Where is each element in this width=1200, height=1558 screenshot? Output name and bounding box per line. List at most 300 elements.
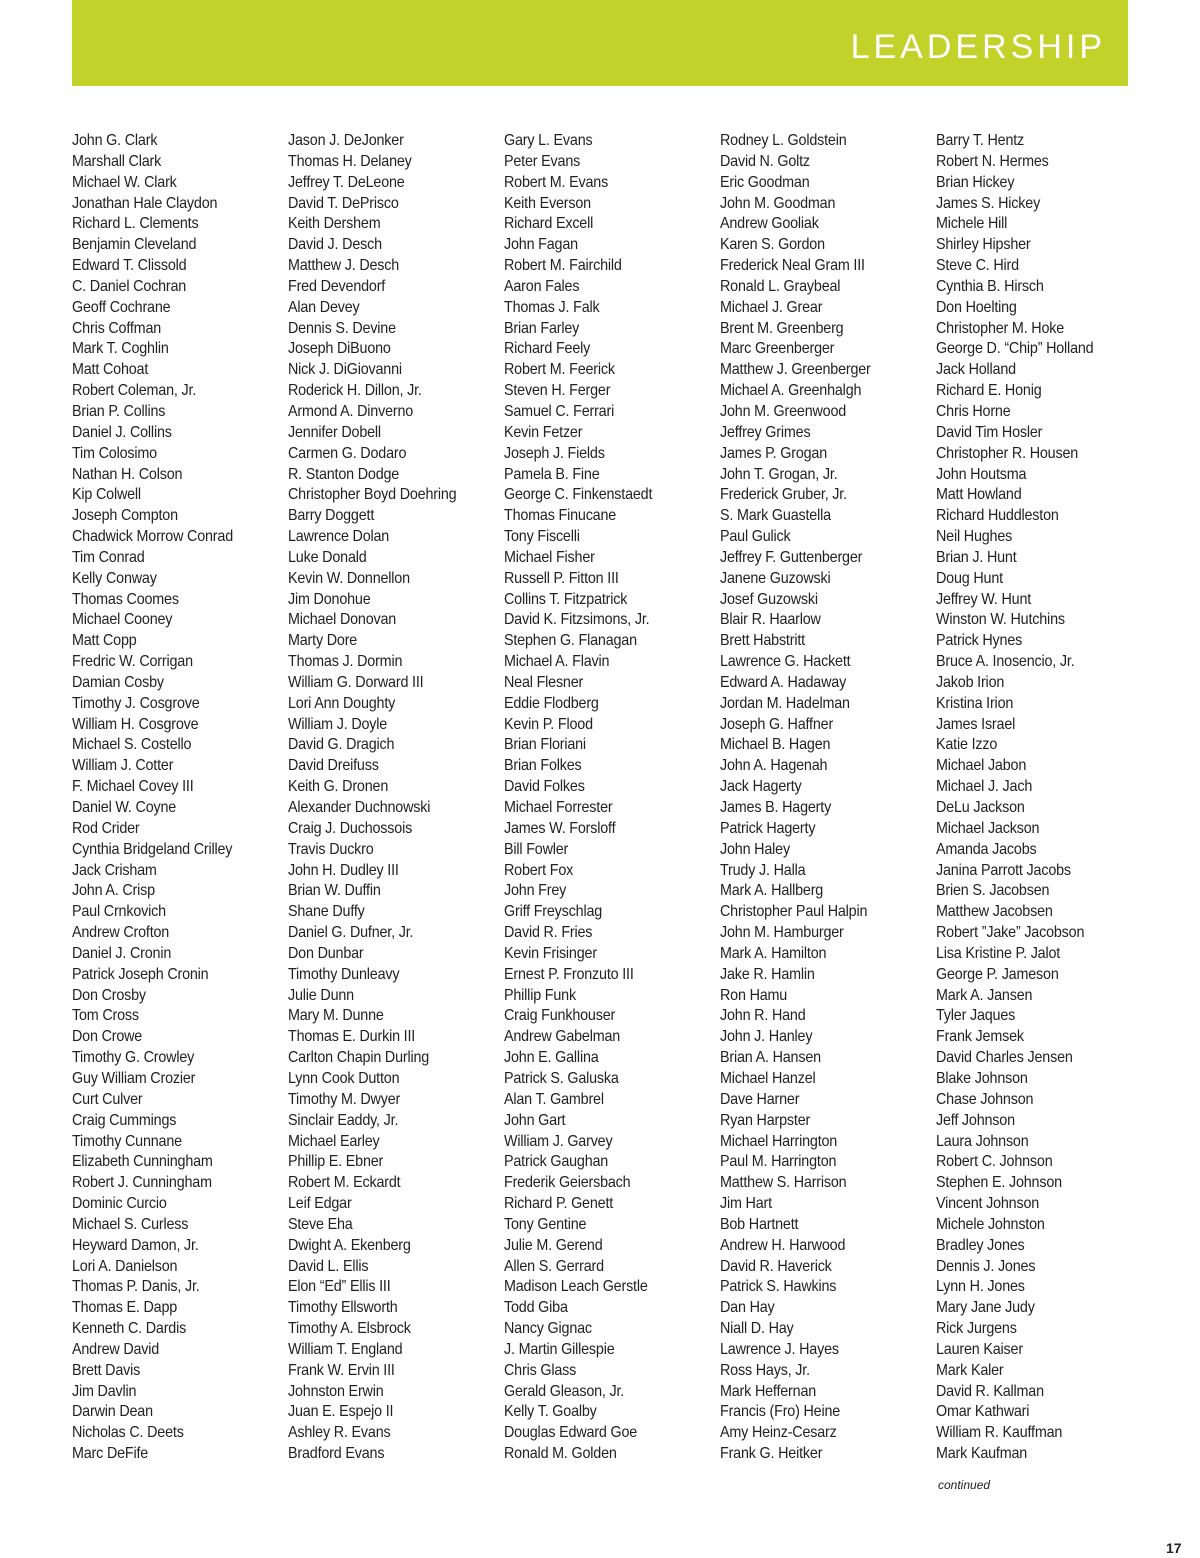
name-list-item: Christopher Boyd Doehring (288, 486, 457, 504)
name-list-item: Elon “Ed” Ellis III (288, 1278, 391, 1296)
name-list-item: Blake Johnson (936, 1069, 1028, 1087)
name-list-item: Karen S. Gordon (720, 236, 825, 254)
name-list-item: Jennifer Dobell (288, 423, 381, 441)
name-list-item: Michael Harrington (720, 1132, 838, 1150)
name-list-item: William J. Doyle (288, 715, 388, 733)
name-list-item: David R. Fries (504, 924, 593, 942)
name-list-item: Chase Johnson (936, 1090, 1034, 1108)
name-list-item: Trudy J. Halla (720, 861, 806, 879)
name-list-item: Ron Hamu (720, 986, 788, 1004)
name-list-item: Curt Culver (72, 1090, 143, 1108)
name-list-item: Robert M. Eckardt (288, 1174, 401, 1192)
name-list-item: Thomas E. Dapp (72, 1299, 178, 1317)
name-list-item: Don Dunbar (288, 944, 364, 962)
name-list-item: John Frey (504, 882, 567, 900)
name-list-item: Richard Excell (504, 215, 594, 233)
name-list-item: John A. Crisp (72, 882, 155, 900)
name-list-item: Guy William Crozier (72, 1069, 196, 1087)
name-list-item: David L. Ellis (288, 1257, 369, 1275)
name-list-item: Paul Crnkovich (72, 903, 166, 921)
name-list-item: Stephen G. Flanagan (504, 632, 637, 650)
name-list-item: Brian W. Duffin (288, 882, 381, 900)
name-list-item: Michael S. Costello (72, 736, 192, 754)
name-list-item: Mary M. Dunne (288, 1007, 384, 1025)
name-list-item: William J. Cotter (72, 757, 174, 775)
name-list-item: Christopher M. Hoke (936, 319, 1065, 337)
name-list-item: Patrick S. Hawkins (720, 1278, 837, 1296)
name-list-item: Thomas P. Danis, Jr. (72, 1278, 200, 1296)
name-list-item: Robert ”Jake” Jacobson (936, 924, 1085, 942)
name-list-item: Allen S. Gerrard (504, 1257, 604, 1275)
name-list-item: Michael A. Flavin (504, 653, 610, 671)
name-list-item: Pamela B. Fine (504, 465, 600, 483)
name-list-item: Brian Hickey (936, 173, 1015, 191)
name-columns (72, 131, 1172, 1471)
name-list-item: Brian Floriani (504, 736, 586, 754)
name-list-item: Bill Fowler (504, 840, 569, 858)
name-list-item: Michael Cooney (72, 611, 173, 629)
continued-note: continued (938, 1478, 991, 1492)
name-list-item: Chris Coffman (72, 319, 162, 337)
name-list-item: Amanda Jacobs (936, 840, 1037, 858)
name-list-item: Darwin Dean (72, 1403, 153, 1421)
header-banner (72, 0, 1128, 86)
name-list-item: William R. Kauffman (936, 1424, 1063, 1442)
name-list-item: Marty Dore (288, 632, 358, 650)
page-title: LEADERSHIP (850, 28, 1106, 66)
name-list-item: Joseph G. Haffner (720, 715, 834, 733)
name-list-item: Michael Earley (288, 1132, 380, 1150)
name-list-item: Mark A. Hallberg (720, 882, 824, 900)
name-list-item: Brett Habstritt (720, 632, 805, 650)
name-list-item: Nicholas C. Deets (72, 1424, 184, 1442)
name-list-item: Craig Funkhouser (504, 1007, 616, 1025)
name-list-item: Collins T. Fitzpatrick (504, 590, 628, 608)
name-list-item: Timothy G. Crowley (72, 1049, 195, 1067)
name-list-item: Michael Hanzel (720, 1069, 816, 1087)
name-list-item: John Gart (504, 1111, 566, 1129)
name-list-item: Samuel C. Ferrari (504, 402, 615, 420)
name-list-item: Andrew Crofton (72, 924, 170, 942)
name-list-item: Jonathan Hale Claydon (72, 194, 218, 212)
name-list-item: David Charles Jensen (936, 1049, 1073, 1067)
name-list-item: James S. Hickey (936, 194, 1041, 212)
name-list-item: Neal Flesner (504, 673, 584, 691)
name-list-item: Robert M. Fairchild (504, 257, 622, 275)
name-list-item: Nathan H. Colson (72, 465, 183, 483)
name-list-item: Frank Jemsek (936, 1028, 1024, 1046)
name-list-item: Keith Dershem (288, 215, 381, 233)
name-list-item: Richard Feely (504, 340, 591, 358)
name-list-item: Thomas J. Dormin (288, 653, 403, 671)
name-list-item: Brian Folkes (504, 757, 582, 775)
name-list-item: Craig Cummings (72, 1111, 177, 1129)
name-list-item: Kevin W. Donnellon (288, 569, 410, 587)
name-list-item: Winston W. Hutchins (936, 611, 1065, 629)
name-list-item: Steven H. Ferger (504, 382, 611, 400)
name-column-4 (720, 131, 930, 1465)
name-list-item: Phillip Funk (504, 986, 576, 1004)
name-column-1 (72, 131, 282, 1465)
name-list-item: Lynn H. Jones (936, 1278, 1025, 1296)
name-list-item: Lawrence Dolan (288, 528, 390, 546)
name-list-item: J. Martin Gillespie (504, 1340, 615, 1358)
name-list-item: Edward A. Hadaway (720, 673, 847, 691)
name-list-item: Patrick Joseph Cronin (72, 965, 209, 983)
name-list-item: Eric Goodman (720, 173, 810, 191)
name-list-item: Brent M. Greenberg (720, 319, 844, 337)
name-list-item: Johnston Erwin (288, 1382, 384, 1400)
name-list-item: Mark Heffernan (720, 1382, 817, 1400)
name-list-item: David N. Goltz (720, 152, 810, 170)
name-list-item: Niall D. Hay (720, 1320, 794, 1338)
name-list-item: Frederick Neal Gram III (720, 257, 865, 275)
name-list-item: Kristina Irion (936, 694, 1014, 712)
name-list-item: Edward T. Clissold (72, 257, 187, 275)
name-list-item: Julie M. Gerend (504, 1236, 603, 1254)
name-list-item: Kevin Fetzer (504, 423, 583, 441)
name-list-item: Robert J. Cunningham (72, 1174, 212, 1192)
name-list-item: Jim Davlin (72, 1382, 137, 1400)
name-list-item: Joseph J. Fields (504, 444, 605, 462)
name-list-item: Amy Heinz-Cesarz (720, 1424, 837, 1442)
name-list-item: Frank G. Heitker (720, 1445, 823, 1463)
name-list-item: Marshall Clark (72, 152, 162, 170)
name-list-item: Richard E. Honig (936, 382, 1042, 400)
name-list-item: Doug Hunt (936, 569, 1003, 587)
name-list-item: Jim Hart (720, 1195, 772, 1213)
name-list-item: John M. Hamburger (720, 924, 844, 942)
name-list-item: Omar Kathwari (936, 1403, 1030, 1421)
name-list-item: Michael Jabon (936, 757, 1027, 775)
name-list-item: George D. “Chip” Holland (936, 340, 1094, 358)
name-list-item: Robert M. Feerick (504, 361, 615, 379)
name-list-item: Richard L. Clements (72, 215, 199, 233)
name-list-item: John R. Hand (720, 1007, 806, 1025)
name-list-item: Timothy J. Cosgrove (72, 694, 200, 712)
name-list-item: Dwight A. Ekenberg (288, 1236, 411, 1254)
name-list-item: Phillip E. Ebner (288, 1153, 384, 1171)
name-list-item: Matthew J. Greenberger (720, 361, 871, 379)
name-list-item: Jeffrey T. DeLeone (288, 173, 405, 191)
page-number: 17 (1166, 1540, 1182, 1556)
name-list-item: Ronald M. Golden (504, 1445, 617, 1463)
name-list-item: Michael J. Jach (936, 778, 1033, 796)
name-list-item: Shirley Hipsher (936, 236, 1031, 254)
name-list-item: Jack Crisham (72, 861, 157, 879)
name-list-item: Brian Farley (504, 319, 580, 337)
name-column-3 (504, 131, 714, 1465)
name-list-item: Ronald L. Graybeal (720, 277, 841, 295)
name-list-item: Richard P. Genett (504, 1195, 614, 1213)
name-list-item: Mark T. Coghlin (72, 340, 169, 358)
name-list-item: John M. Greenwood (720, 402, 847, 420)
name-list-item: Matt Howland (936, 486, 1022, 504)
name-list-item: John Fagan (504, 236, 578, 254)
name-list-item: James P. Grogan (720, 444, 828, 462)
name-list-item: John M. Goodman (720, 194, 836, 212)
name-list-item: Elizabeth Cunningham (72, 1153, 213, 1171)
name-list-item: Frank W. Ervin III (288, 1361, 395, 1379)
name-list-item: Vincent Johnson (936, 1195, 1040, 1213)
name-list-item: Cynthia Bridgeland Crilley (72, 840, 233, 858)
name-list-item: James Israel (936, 715, 1016, 733)
name-list-item: Neil Hughes (936, 528, 1013, 546)
name-list-item: Chris Horne (936, 402, 1011, 420)
name-list-item: David Folkes (504, 778, 585, 796)
name-list-item: William T. England (288, 1340, 403, 1358)
name-list-item: Matthew J. Desch (288, 257, 400, 275)
name-list-item: John E. Gallina (504, 1049, 599, 1067)
name-list-item: James B. Hagerty (720, 799, 832, 816)
name-list-item: William G. Dorward III (288, 673, 424, 691)
name-list-item: Chris Glass (504, 1361, 577, 1379)
name-list-item: Michael Donovan (288, 611, 397, 629)
name-list-item: Dave Harner (720, 1090, 800, 1108)
name-list-item: Robert M. Evans (504, 173, 609, 191)
name-list-item: Brien S. Jacobsen (936, 882, 1050, 900)
name-list-item: Frederik Geiersbach (504, 1174, 631, 1192)
name-list-item: Matthew Jacobsen (936, 903, 1053, 921)
name-list-item: Stephen E. Johnson (936, 1174, 1062, 1192)
name-list-item: Christopher Paul Halpin (720, 903, 868, 921)
name-list-item: Jim Donohue (288, 590, 371, 608)
name-list-item: Barry T. Hentz (936, 132, 1025, 149)
name-list-item: Jeffrey F. Guttenberger (720, 548, 863, 566)
name-list-item: Don Crowe (72, 1028, 143, 1046)
name-list-item: Richard Huddleston (936, 507, 1059, 525)
name-list-item: Mark A. Jansen (936, 986, 1033, 1004)
name-list-item: Janene Guzowski (720, 569, 831, 587)
name-list-item: Gerald Gleason, Jr. (504, 1382, 625, 1400)
name-list-item: Benjamin Cleveland (72, 236, 197, 254)
name-list-item: Mark A. Hamilton (720, 944, 827, 962)
name-list-item: David G. Dragich (288, 736, 395, 754)
name-list-item: Cynthia B. Hirsch (936, 277, 1044, 295)
name-list-item: Lynn Cook Dutton (288, 1069, 400, 1087)
name-list-item: Lisa Kristine P. Jalot (936, 944, 1061, 962)
name-list-item: Roderick H. Dillon, Jr. (288, 382, 422, 400)
name-list-item: Michael A. Greenhalgh (720, 382, 862, 400)
name-list-item: Douglas Edward Goe (504, 1424, 638, 1442)
name-list-item: Kevin Frisinger (504, 944, 597, 962)
name-list-item: Patrick Hagerty (720, 819, 816, 837)
name-list-item: Daniel G. Dufner, Jr. (288, 924, 414, 942)
name-list-item: Michael Forrester (504, 799, 613, 816)
name-list-item: Tony Fiscelli (504, 528, 580, 546)
name-list-item: James W. Forsloff (504, 819, 616, 837)
name-list-item: John T. Grogan, Jr. (720, 465, 838, 483)
name-list-item: Marc DeFife (72, 1445, 149, 1463)
name-list-item: Bradley Jones (936, 1236, 1025, 1254)
name-list-item: Marc Greenberger (720, 340, 835, 358)
name-list-item: Matthew S. Harrison (720, 1174, 847, 1192)
name-list-item: Katie Izzo (936, 736, 998, 754)
name-list-item: Aaron Fales (504, 277, 580, 295)
name-list-item: George C. Finkenstaedt (504, 486, 653, 504)
name-list-item: Robert N. Hermes (936, 152, 1049, 170)
name-list-item: Paul M. Harrington (720, 1153, 837, 1171)
name-list-item: Steve Eha (288, 1215, 353, 1233)
name-list-item: Joseph Compton (72, 507, 178, 525)
name-list-item: Michael J. Grear (720, 298, 823, 316)
name-list-item: Gary L. Evans (504, 132, 593, 149)
name-list-item: Tom Cross (72, 1007, 139, 1025)
name-list-item: Shane Duffy (288, 903, 365, 921)
name-list-item: Chadwick Morrow Conrad (72, 528, 233, 546)
name-list-item: Thomas E. Durkin III (288, 1028, 416, 1046)
name-list-item: Tim Colosimo (72, 444, 157, 462)
name-list-item: Francis (Fro) Heine (720, 1403, 841, 1421)
name-list-item: Ashley R. Evans (288, 1424, 391, 1442)
name-list-item: Matt Cohoat (72, 361, 149, 379)
name-list-item: Daniel W. Coyne (72, 799, 177, 816)
name-list-item: Fred Devendorf (288, 277, 386, 295)
name-list-item: Janina Parrott Jacobs (936, 861, 1071, 879)
name-list-item: R. Stanton Dodge (288, 465, 400, 483)
name-list-item: Jakob Irion (936, 673, 1005, 691)
name-list-item: Geoff Cochrane (72, 298, 171, 316)
name-list-item: William H. Cosgrove (72, 715, 199, 733)
name-list-item: Carmen G. Dodaro (288, 444, 407, 462)
name-list-item: Bruce A. Inosencio, Jr. (936, 653, 1075, 671)
name-list-item: Robert C. Johnson (936, 1153, 1053, 1171)
name-list-item: Heyward Damon, Jr. (72, 1236, 199, 1254)
name-list-item: Keith G. Dronen (288, 778, 389, 796)
name-list-item: Brett Davis (72, 1361, 141, 1379)
name-list-item: Craig J. Duchossois (288, 819, 413, 837)
name-list-item: Tim Conrad (72, 548, 145, 566)
name-list-item: David R. Haverick (720, 1257, 832, 1275)
name-list-item: Mark Kaler (936, 1361, 1004, 1379)
name-list-item: David R. Kallman (936, 1382, 1044, 1400)
name-list-item: Steve C. Hird (936, 257, 1019, 275)
name-list-item: Christopher R. Housen (936, 444, 1079, 462)
name-list-item: Tony Gentine (504, 1215, 587, 1233)
name-list-item: Peter Evans (504, 152, 581, 170)
name-list-item: Michael S. Curless (72, 1215, 189, 1233)
name-list-item: Dennis S. Devine (288, 319, 396, 337)
name-list-item: Alan T. Gambrel (504, 1090, 604, 1108)
name-list-item: Timothy A. Elsbrock (288, 1320, 411, 1338)
name-list-item: George P. Jameson (936, 965, 1059, 983)
name-list-item: Brian J. Hunt (936, 548, 1017, 566)
name-list-item: Michele Johnston (936, 1215, 1045, 1233)
name-list-item: David J. Desch (288, 236, 382, 254)
name-list-item: Dan Hay (720, 1299, 775, 1317)
name-list-item: Lawrence J. Hayes (720, 1340, 839, 1358)
name-list-item: Carlton Chapin Durling (288, 1049, 430, 1067)
name-list-item: Timothy M. Dwyer (288, 1090, 401, 1108)
name-list-item: Matt Copp (72, 632, 137, 650)
name-column-5 (936, 131, 1146, 1465)
name-list-item: Brian P. Collins (72, 402, 166, 420)
name-list-item: Kelly Conway (72, 569, 157, 587)
name-list-item: David T. DePrisco (288, 194, 399, 212)
name-list-item: Nick J. DiGiovanni (288, 361, 402, 379)
name-list-item: Kelly T. Goalby (504, 1403, 597, 1421)
name-list-item: C. Daniel Cochran (72, 277, 187, 295)
name-list-item: Jeffrey W. Hunt (936, 590, 1032, 608)
name-list-item: Nancy Gignac (504, 1320, 592, 1338)
name-list-item: Rod Crider (72, 819, 140, 837)
name-list-item: Thomas Finucane (504, 507, 617, 525)
name-list-item: Josef Guzowski (720, 590, 818, 608)
name-list-item: Dennis J. Jones (936, 1257, 1036, 1275)
name-list-item: Laura Johnson (936, 1132, 1029, 1150)
name-list-item: Mark Kaufman (936, 1445, 1028, 1463)
name-list-item: Brian A. Hansen (720, 1049, 821, 1067)
name-list-item: Kip Colwell (72, 486, 141, 504)
name-list-item: Lori Ann Doughty (288, 694, 396, 712)
name-list-item: David Dreifuss (288, 757, 379, 775)
name-list-item: Lauren Kaiser (936, 1340, 1023, 1358)
name-list-item: Travis Duckro (288, 840, 374, 858)
name-list-item: Kevin P. Flood (504, 715, 593, 733)
name-list-item: Dominic Curcio (72, 1195, 167, 1213)
name-list-item: Daniel J. Cronin (72, 944, 172, 962)
name-list-item: Damian Cosby (72, 673, 164, 691)
name-list-item: Keith Everson (504, 194, 591, 212)
name-list-item: Ross Hays, Jr. (720, 1361, 810, 1379)
name-list-item: David K. Fitzsimons, Jr. (504, 611, 650, 629)
name-list-item: Jake R. Hamlin (720, 965, 815, 983)
name-list-item: Andrew David (72, 1340, 160, 1358)
name-list-item: Bob Hartnett (720, 1215, 799, 1233)
name-list-item: Paul Gulick (720, 528, 791, 546)
name-list-item: Robert Coleman, Jr. (72, 382, 197, 400)
name-list-item: S. Mark Guastella (720, 507, 831, 525)
name-list-item: David Tim Hosler (936, 423, 1043, 441)
name-list-item: Daniel J. Collins (72, 423, 172, 441)
name-list-item: Michele Hill (936, 215, 1008, 233)
name-list-item: Julie Dunn (288, 986, 354, 1004)
name-list-item: Andrew Gabelman (504, 1028, 621, 1046)
name-list-item: John J. Hanley (720, 1028, 813, 1046)
name-list-item: Blair R. Haarlow (720, 611, 821, 629)
name-list-item: Armond A. Dinverno (288, 402, 414, 420)
name-list-item: Madison Leach Gerstle (504, 1278, 648, 1296)
name-list-item: John Houtsma (936, 465, 1027, 483)
name-list-item: Jeffrey Grimes (720, 423, 811, 441)
name-list-item: Don Hoelting (936, 298, 1017, 316)
name-list-item: Timothy Cunnane (72, 1132, 182, 1150)
name-column-2 (288, 131, 498, 1465)
name-list-item: John Haley (720, 840, 790, 858)
name-list-item: Frederick Gruber, Jr. (720, 486, 847, 504)
name-list-item: Lori A. Danielson (72, 1257, 178, 1275)
name-list-item: John A. Hagenah (720, 757, 828, 775)
name-list-item: Rick Jurgens (936, 1320, 1017, 1338)
name-list-item: Eddie Flodberg (504, 694, 599, 712)
name-list-item: Alexander Duchnowski (288, 799, 431, 816)
name-list-item: Timothy Ellsworth (288, 1299, 398, 1317)
name-list-item: Ryan Harpster (720, 1111, 811, 1129)
name-list-item: Jeff Johnson (936, 1111, 1015, 1129)
name-list-item: Leif Edgar (288, 1195, 352, 1213)
name-list-item: Lawrence G. Hackett (720, 653, 851, 671)
name-list-item: Bradford Evans (288, 1445, 385, 1463)
name-list-item: Jack Hagerty (720, 778, 802, 796)
name-list-item: Thomas Coomes (72, 590, 179, 608)
name-list-item: Rodney L. Goldstein (720, 132, 847, 149)
name-list-item: Tyler Jaques (936, 1007, 1016, 1025)
name-list-item: Sinclair Eaddy, Jr. (288, 1111, 399, 1129)
name-list-item: Don Crosby (72, 986, 146, 1004)
name-list-item: Thomas J. Falk (504, 298, 600, 316)
name-list-item: Patrick Gaughan (504, 1153, 609, 1171)
name-list-item: Russell P. Fitton III (504, 569, 619, 587)
